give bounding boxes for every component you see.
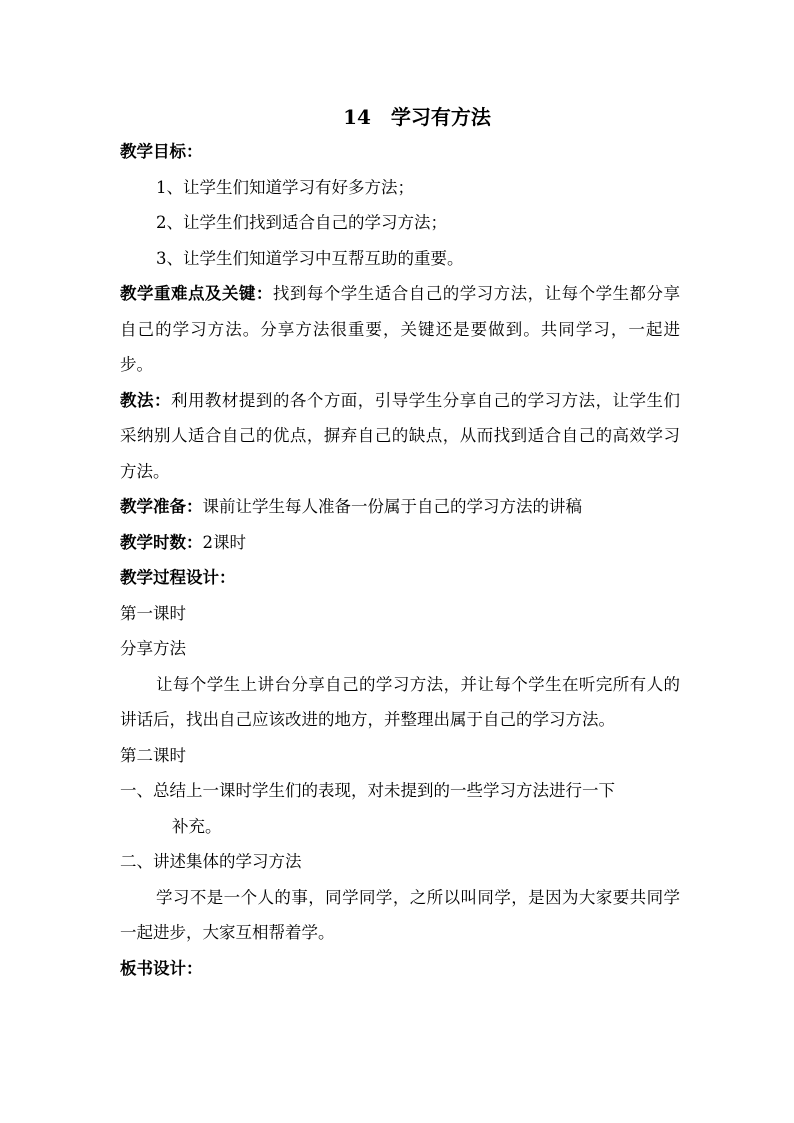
keypoints-label: 教学重难点及关键： [120, 284, 273, 303]
lesson2-item1-line1: 一、总结上一课时学生们的表现，对未提到的一些学习方法进行一下 [120, 781, 615, 800]
method-text: 利用教材提到的各个方面，引导学生分享自己的学习方法，让学生们采纳别人适合自己的优点，摒弃自己的缺点，从而找到适合自己的高效学习方法。 [120, 390, 680, 481]
lesson2-item2: 二、讲述集体的学习方法 [120, 852, 302, 871]
process-label: 教学过程设计： [120, 568, 236, 587]
goal-item-3: 3、让学生们知道学习中互帮互助的重要。 [156, 248, 464, 268]
method-paragraph [120, 383, 680, 490]
goal-item-1: 1、让学生们知道学习有好多方法； [156, 177, 414, 197]
goals-label: 教学目标： [120, 142, 203, 161]
lesson1-subheading: 分享方法 [120, 639, 186, 658]
lesson2-text: 学习不是一个人的事，同学同学，之所以叫同学，是因为大家要共同学一起进步，大家互相帮着学。 [120, 887, 680, 942]
document-title: 14 学习有方法 [343, 105, 491, 129]
keypoints-paragraph [120, 276, 680, 383]
goal-item-2: 2、让学生们找到适合自己的学习方法； [156, 213, 447, 232]
hours-text: 2课时 [202, 532, 246, 552]
hours-label: 教学时数： [120, 532, 203, 552]
document-page [120, 100, 680, 986]
lesson1-text: 让每个学生上讲台分享自己的学习方法，并让每个学生在听完所有人的讲话后，找出自己应该改进的地方，并整理出属于自己的学习方法。 [120, 674, 680, 729]
hours-paragraph [120, 525, 680, 561]
method-label: 教法： [120, 390, 171, 410]
lesson1-heading: 第一课时 [120, 603, 186, 623]
board-label: 板书设计： [120, 958, 203, 978]
lesson2-item1-line2: 补充。 [172, 816, 222, 836]
lesson2-heading: 第二课时 [120, 745, 186, 765]
keypoints-text: 找到每个学生适合自己的学习方法，让每个学生都分享自己的学习方法。分享方法很重要，关键还是要做到。共同学习，一起进步。 [120, 284, 680, 374]
prep-label: 教学准备： [120, 497, 203, 516]
prep-text: 课前让学生每人准备一份属于自己的学习方法的讲稿 [202, 497, 582, 516]
prep-paragraph [120, 489, 680, 525]
